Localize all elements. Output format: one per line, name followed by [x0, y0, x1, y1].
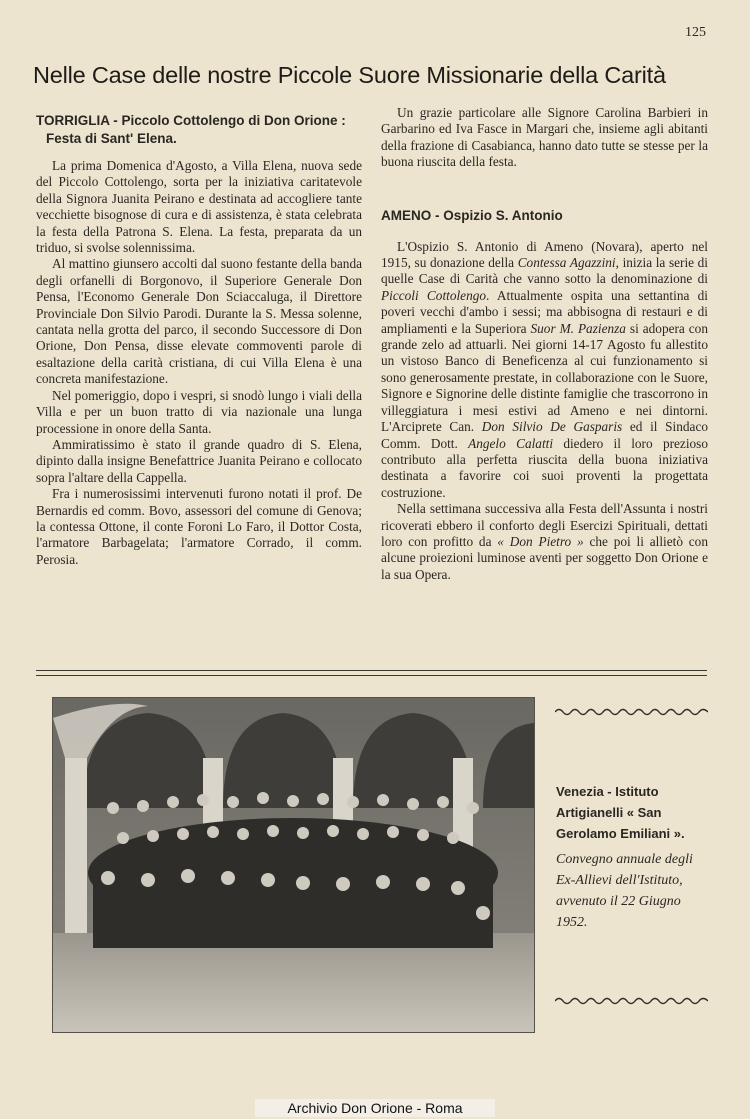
page-number: 125 [685, 25, 706, 40]
ameno-title: AMENO - Ospizio S. Antonio [381, 207, 563, 223]
torriglia-paragraph: Ammiratissimo è stato il grande quadro di S. Elena, dipinto dalla insigne Benefattrice Juanita Peirano e collocato sopra l'altare della Cappella. [36, 436, 362, 485]
text-run: che poi li allietò con alcune proiezioni luminose aventi per soggetto Don Orione e la sua Opera. [381, 533, 708, 582]
group-photo [52, 697, 535, 1033]
torriglia-title-line1: TORRIGLIA - Piccolo Cottolengo di Don Orione : [36, 113, 346, 128]
divider-rule-bottom [36, 675, 707, 676]
photo-caption-title: Venezia - Istituto Artigianelli « San Gerolamo Emiliani ». [556, 784, 685, 841]
torriglia-paragraph: Al mattino giunsero accolti dal suono festante della banda degli orfanelli di Borgonovo, il Superiore Generale Don Pensa, l'Economo Generale Don Sciaccaluga, il Direttore Provinciale Don Silvio Parodi. Durante la S. Messa solenne, cantata nella grotta del parco, il secondo Successore di Don Orione, Don Pensa, disse elevate commoventi parole di esaltazione della carità cristiana, di cui Villa Elena è una concreta manifestazione. [36, 256, 362, 387]
italic-run: « Don Pietro » [497, 533, 584, 549]
text-run: ed il Sindaco Comm. Dott. [381, 419, 708, 451]
page-headline: Nelle Case delle nostre Piccole Suore Missionarie della Carità [33, 62, 666, 88]
left-column [36, 112, 362, 568]
text-run: , inizia la serie di quelle Case di Carità che vanno sotto la denominazione di [381, 255, 708, 287]
torriglia-title [36, 112, 362, 148]
right-column [381, 105, 708, 583]
ameno-paragraph-2 [381, 501, 708, 583]
text-run: si adopera con grande zelo ad attuarli. Nei giorni 14-17 Agosto fu allestito un vistoso Banco di Beneficenza al cui funzionamento si sono generosamente prestate, in collaborazione con le Suore, Signore e Signorine delle distinte famiglie che trascorrono in villeggiatura i mesi estivi ad Ameno e nei dintorni. L'Arciprete Can. [381, 320, 708, 435]
divider-rule-top [36, 670, 707, 671]
torriglia-paragraph: La prima Domenica d'Agosto, a Villa Elena, nuova sede del Piccolo Cottolengo, sorta per la iniziativa caritatevole della Signora Juanita Peirano e destinata ad accogliere tante vecchiette bisognose di cura e di assistenza, è stata celebrata la festa della Patrona S. Elena. La festa, preparata da un triduo, si svolse solennissima. [36, 158, 362, 256]
italic-run: Angelo Calatti [468, 435, 554, 451]
torriglia-paragraph: Fra i numerosissimi intervenuti furono notati il prof. De Bernardis ed comm. Bovo, assessori del comune di Genova; la contessa Ottone, il conte Foroni Lo Faro, il Dottor Costa, l'armatore Barbagelata; l'armatore Corrado, il comm. Perosia. [36, 486, 362, 567]
italic-run: Piccoli Cottolengo [381, 287, 487, 303]
text-run: . Attualmente ospita una settantina di poveri vecchi d'ambo i sessi; ma abbisogna di restauri e di ampliamenti e la Superiora [381, 287, 708, 336]
italic-run: Don Silvio De Gasparis [481, 419, 623, 435]
ameno-paragraph-1 [381, 239, 708, 502]
italic-run: Contessa Agazzini [517, 255, 616, 271]
archive-footer: Archivio Don Orione - Roma [255, 1099, 495, 1117]
torriglia-title-line2: Festa di Sant' Elena. [46, 131, 177, 146]
torriglia-paragraph: Nel pomeriggio, dopo i vespri, si snodò lungo i viali della Villa e per un buon tratto di via nazionale una lunga processione in onore della Santa. [36, 387, 362, 436]
ornament-wave-bottom [555, 996, 708, 1006]
text-run: diedero il loro prezioso contributo alla perfetta riuscita della buona iniziativa destinata a favorire coi suoi proventi la progettata costruzione. [381, 435, 708, 500]
text-run: Nella settimana successiva alla Festa dell'Assunta i nostri ricoverati ebbero il conforto degli Esercizi Spirituali, dettati loro con profitto da [381, 501, 708, 549]
photo-caption-text: Convegno annuale degli Ex-Allievi dell'Istituto, avvenuto il 22 Giugno 1952. [556, 852, 693, 930]
thanks-paragraph: Un grazie particolare alle Signore Carolina Barbieri in Garbarino ed Iva Fasce in Margari che, insieme agli abitanti della frazione di Casabianca, hanno dato tutte se stesse per la buona riuscita della festa. [381, 105, 708, 170]
text-run: L'Ospizio S. Antonio di Ameno (Novara), aperto nel 1915, su donazione della [381, 238, 708, 271]
italic-run: Suor M. Pazienza [530, 320, 626, 336]
ornament-wave-top [555, 707, 708, 717]
